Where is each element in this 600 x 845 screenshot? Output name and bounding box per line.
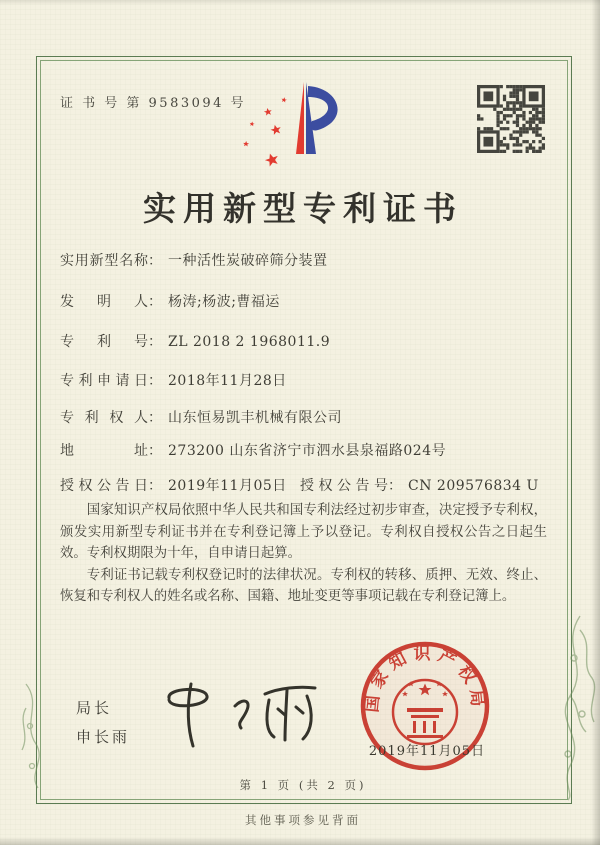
- field-utility-model-name: [60, 250, 560, 270]
- colon: ：: [388, 478, 402, 494]
- colon: ：: [148, 478, 162, 494]
- seal-text: 国家知识产权局: [362, 644, 488, 714]
- colon: ：: [148, 373, 162, 389]
- qr-code: [477, 85, 545, 153]
- field-label: 发明人: [60, 294, 148, 310]
- field-value: 杨涛;杨波;曹福运: [168, 294, 280, 310]
- seal-date: 2019年11月05日: [368, 744, 486, 759]
- cnipa-patent-logo-icon: [238, 72, 368, 187]
- field-address: [60, 440, 560, 460]
- corner-ornament-icon: [16, 678, 60, 790]
- field-label: 专利申请日: [60, 373, 148, 389]
- scan-edge-right: [591, 0, 600, 845]
- colon: ：: [148, 334, 162, 350]
- body-paragraph-1: 国家知识产权局依照中华人民共和国专利法经过初步审查，决定授予专利权，颁发实用新型专利证书并在专利登记簿上予以登记。专利权自授权公告之日起生效。专利权期限为十年，自申请日起算。: [60, 503, 547, 561]
- field-value: ZL 2018 2 1968011.9: [168, 334, 331, 350]
- field-value: 一种活性炭破碎筛分装置: [168, 253, 328, 269]
- certificate-body: [60, 500, 547, 608]
- director-name: 申长雨: [76, 728, 131, 746]
- director-signature: [153, 678, 325, 756]
- grant-number-pair: [300, 475, 539, 495]
- scan-edge-top: [0, 0, 600, 5]
- scan-edge-bottom: [0, 837, 600, 845]
- field-label: 授权公告日: [60, 478, 148, 494]
- field-value: 山东恒易凯丰机械有限公司: [168, 410, 342, 426]
- colon: ：: [148, 294, 162, 310]
- field-patent-number: [60, 331, 560, 351]
- page-number: 第 1 页 (共 2 页): [239, 778, 367, 792]
- field-value: 2018年11月28日: [168, 373, 287, 389]
- field-label: 专利号: [60, 334, 148, 350]
- field-inventors: [60, 291, 560, 311]
- back-side-note: 其他事项参见背面: [245, 813, 361, 827]
- field-patentee: [60, 407, 560, 427]
- colon: ：: [148, 443, 162, 459]
- field-value: 273200 山东省济宁市泗水县泉福路024号: [168, 443, 447, 459]
- body-paragraph-2: 专利证书记载专利权登记时的法律状况。专利权的转移、质押、无效、终止、恢复和专利权人的姓名或名称、国籍、地址变更等事项记载在专利登记簿上。: [60, 567, 547, 604]
- colon: ：: [148, 410, 162, 426]
- certificate-number: 证 书 号 第 9583094 号: [60, 96, 247, 111]
- field-value: 2019年11月05日: [168, 478, 287, 494]
- field-grant-announcement: [60, 475, 560, 495]
- director-title: 局长: [76, 699, 113, 717]
- field-label: 实用新型名称: [60, 253, 148, 269]
- field-label: 授权公告号: [300, 478, 388, 494]
- colon: ：: [148, 253, 162, 269]
- field-value: CN 209576834 U: [408, 478, 539, 494]
- corner-ornament-icon: [540, 606, 598, 802]
- field-label: 地址: [60, 443, 148, 459]
- grant-date-pair: [60, 478, 287, 494]
- field-label: 专利权人: [60, 410, 148, 426]
- field-filing-date: [60, 370, 560, 390]
- certificate-title: 实用新型专利证书: [143, 189, 463, 228]
